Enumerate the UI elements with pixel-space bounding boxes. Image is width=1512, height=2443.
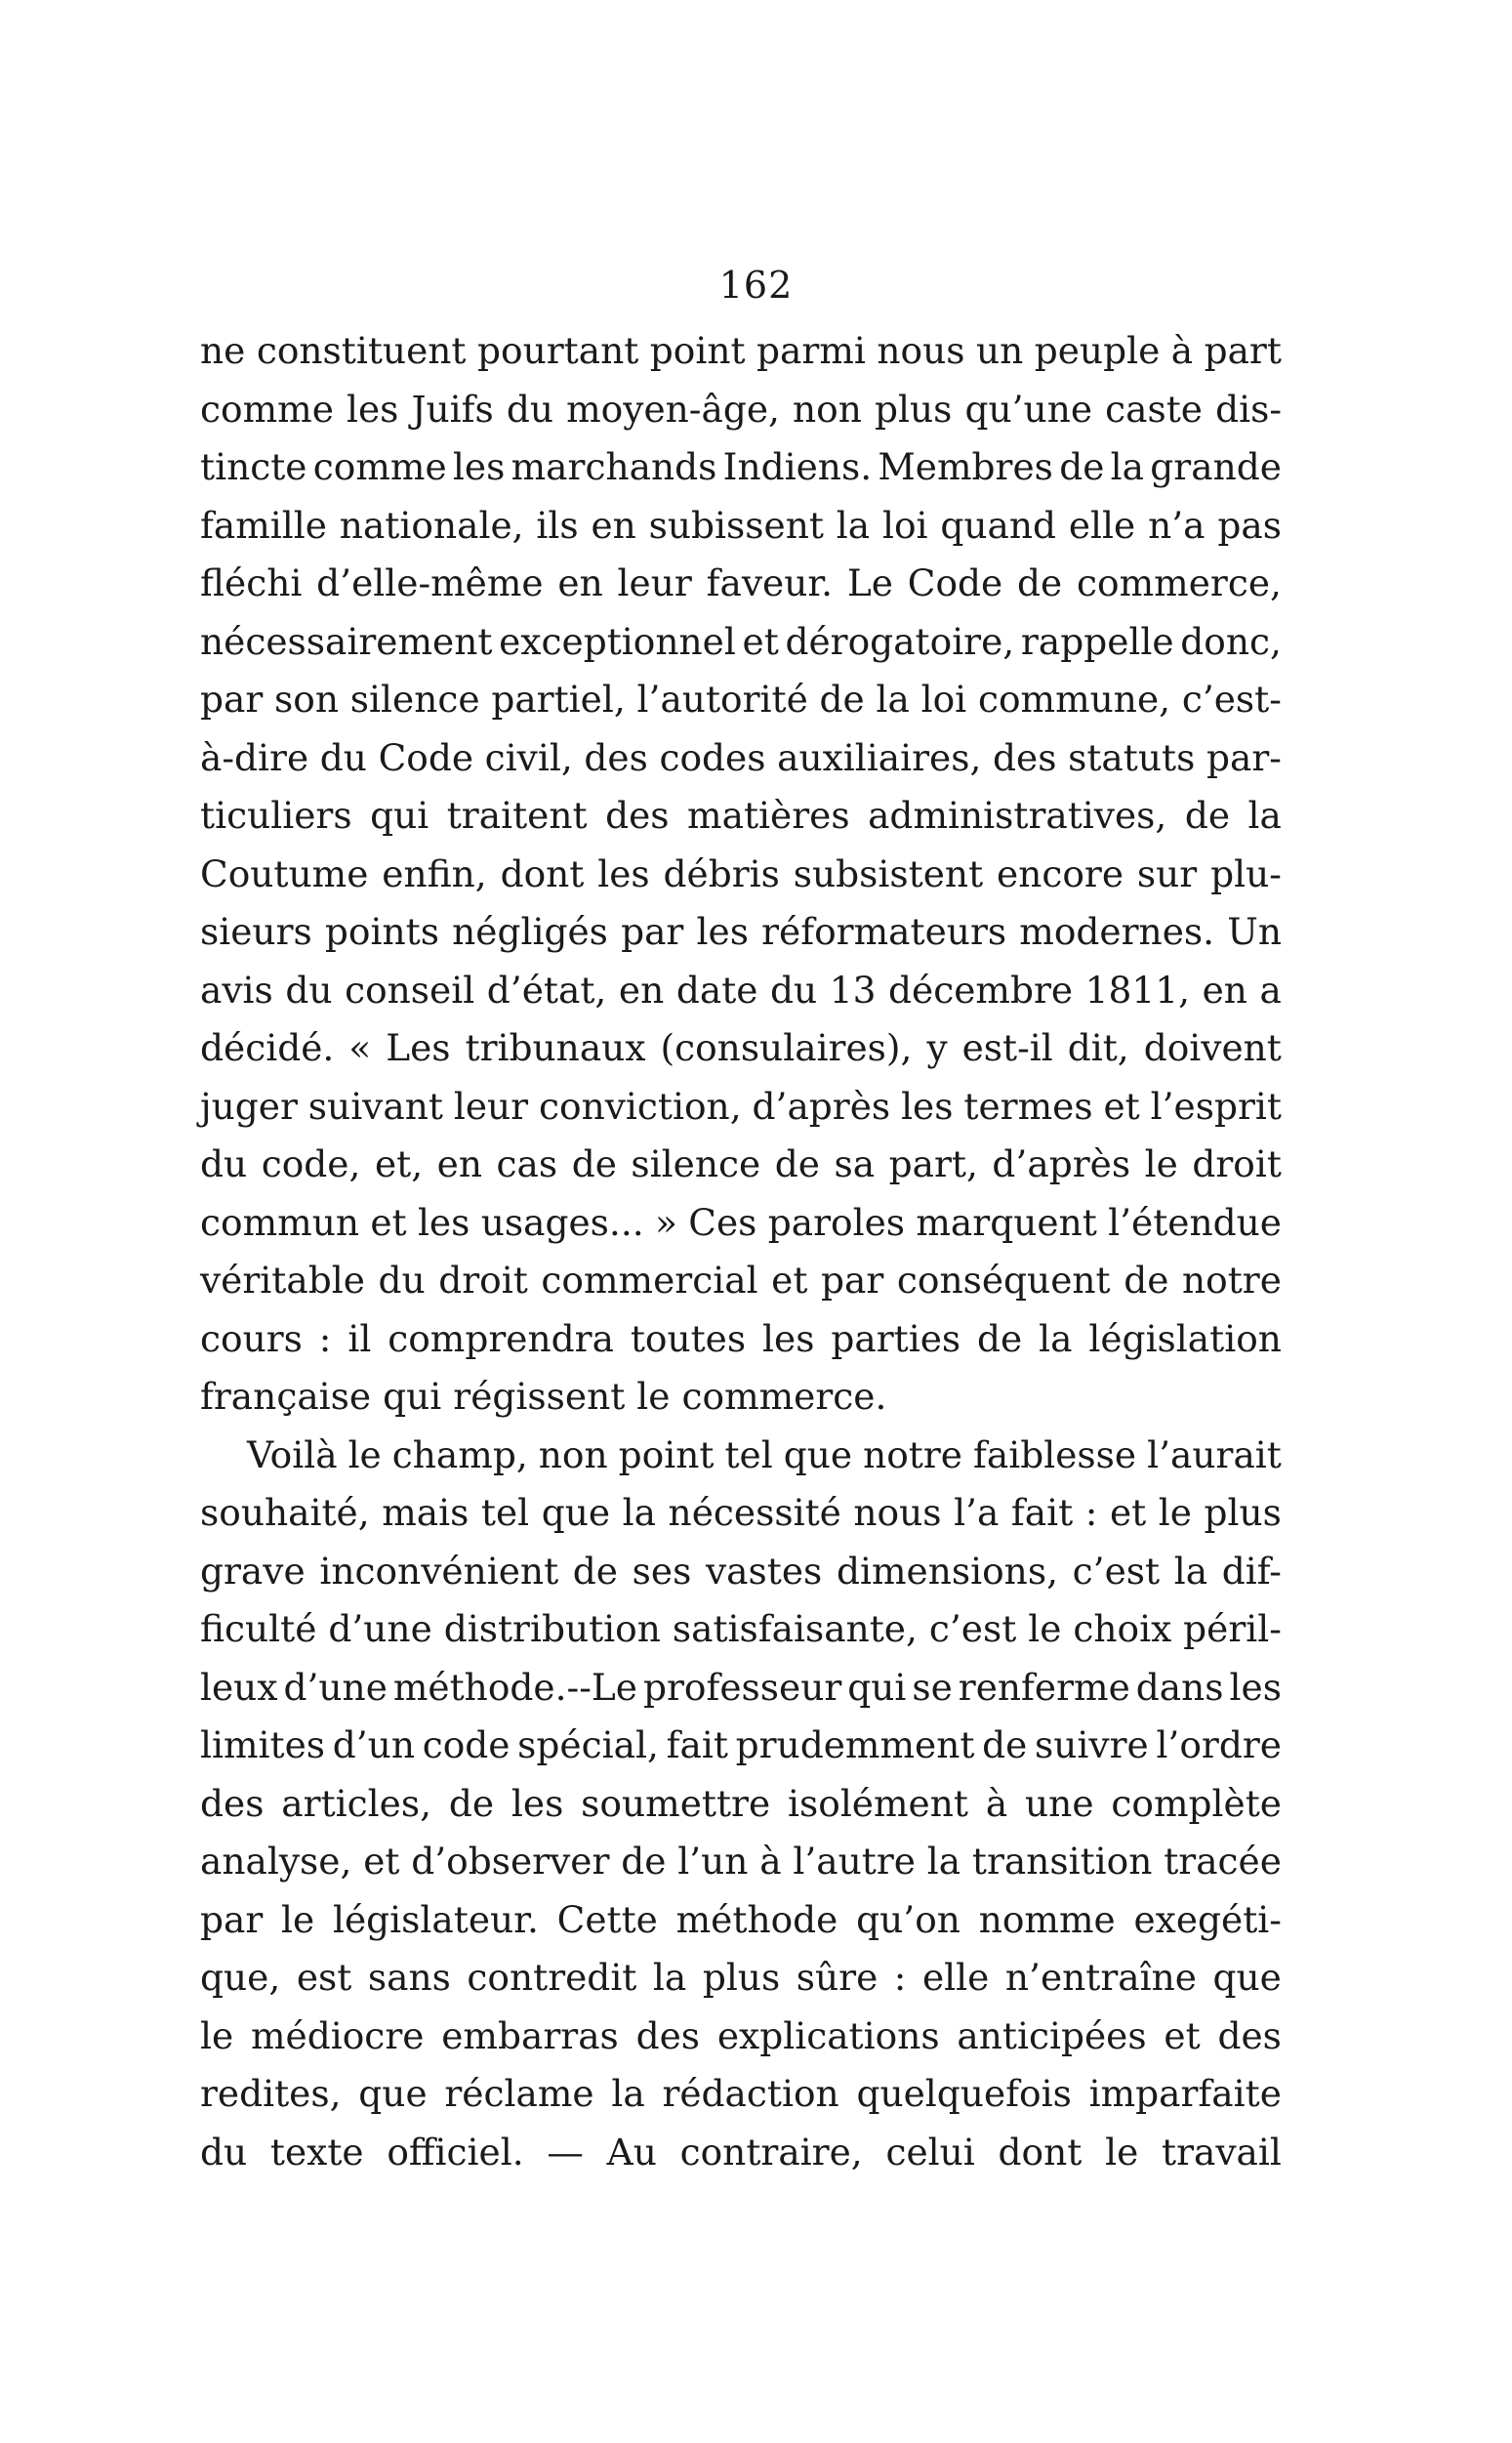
text-line: leux d’une méthode.--Le professeur qui se renferme dans les — [200, 1665, 1282, 1709]
text-line: avis du conseil d’état, en date du 13 décembre 1811, en a — [200, 968, 1282, 1012]
text-line: le médiocre embarras des explications anticipées et des — [200, 2013, 1282, 2057]
text-line: limites d’un code spécial, fait prudemment de suivre l’ordre — [200, 1723, 1282, 1766]
text-line: sieurs points négligés par les réformateurs modernes. Un — [200, 910, 1282, 953]
text-line: ticuliers qui traitent des matières administratives, de la — [200, 794, 1282, 837]
body-text — [200, 322, 1282, 2181]
page-number: 162 — [718, 264, 794, 307]
text-line: analyse, et d’observer de l’un à l’autre la transition tracée — [200, 1840, 1282, 1883]
text-line: Coutume enfin, dont les débris subsistent encore sur plu- — [200, 851, 1282, 895]
text-line: par son silence partiel, l’autorité de la loi commune, c’est- — [200, 678, 1282, 721]
text-line: comme les Juifs du moyen-âge, non plus qu’une caste dis- — [200, 387, 1282, 431]
text-line: ne constituent pourtant point parmi nous un peuple à part — [200, 329, 1282, 372]
text-line: fléchi d’elle-même en leur faveur. Le Code de commerce, — [200, 561, 1282, 604]
text-line: à-dire du Code civil, des codes auxiliaires, des statuts par- — [200, 735, 1282, 779]
text-line: des articles, de les soumettre isolément à une complète — [200, 1781, 1282, 1825]
text-line: du code, et, en cas de silence de sa part, d’après le droit — [200, 1142, 1282, 1185]
text-line: nécessairement exceptionnel et dérogatoire, rappelle donc, — [200, 619, 1282, 663]
text-line: que, est sans contredit la plus sûre : elle n’entraîne que — [200, 1956, 1282, 1999]
text-line: juger suivant leur conviction, d’après les termes et l’esprit — [200, 1084, 1282, 1128]
text-line: véritable du droit commercial et par conséquent de notre — [200, 1259, 1282, 1302]
text-line: commun et les usages... » Ces paroles marquent l’étendue — [200, 1200, 1282, 1244]
text-line: française qui régissent le commerce. — [200, 1375, 887, 1418]
text-line: par le législateur. Cette méthode qu’on nomme exegéti- — [200, 1897, 1282, 1941]
text-line: redites, que réclame la rédaction quelquefois imparfaite — [200, 2072, 1282, 2115]
text-line: grave inconvénient de ses vastes dimensions, c’est la dif- — [200, 1549, 1282, 1593]
text-line: ficulté d’une distribution satisfaisante, c’est le choix péril- — [200, 1607, 1282, 1650]
text-line: famille nationale, ils en subissent la loi quand elle n’a pas — [200, 503, 1282, 547]
text-line: décidé. « Les tribunaux (consulaires), y est-il dit, doivent — [200, 1026, 1282, 1069]
text-line: tincte comme les marchands Indiens. Membres de la grande — [200, 445, 1282, 488]
text-line: souhaité, mais tel que la nécessité nous l’a fait : et le plus — [200, 1491, 1282, 1534]
text-line: Voilà le champ, non point tel que notre faiblesse l’aurait — [247, 1432, 1282, 1476]
text-line: cours : il comprendra toutes les parties de la législation — [200, 1316, 1282, 1360]
text-line: du texte officiel. — Au contraire, celui dont le travail — [200, 2130, 1282, 2174]
